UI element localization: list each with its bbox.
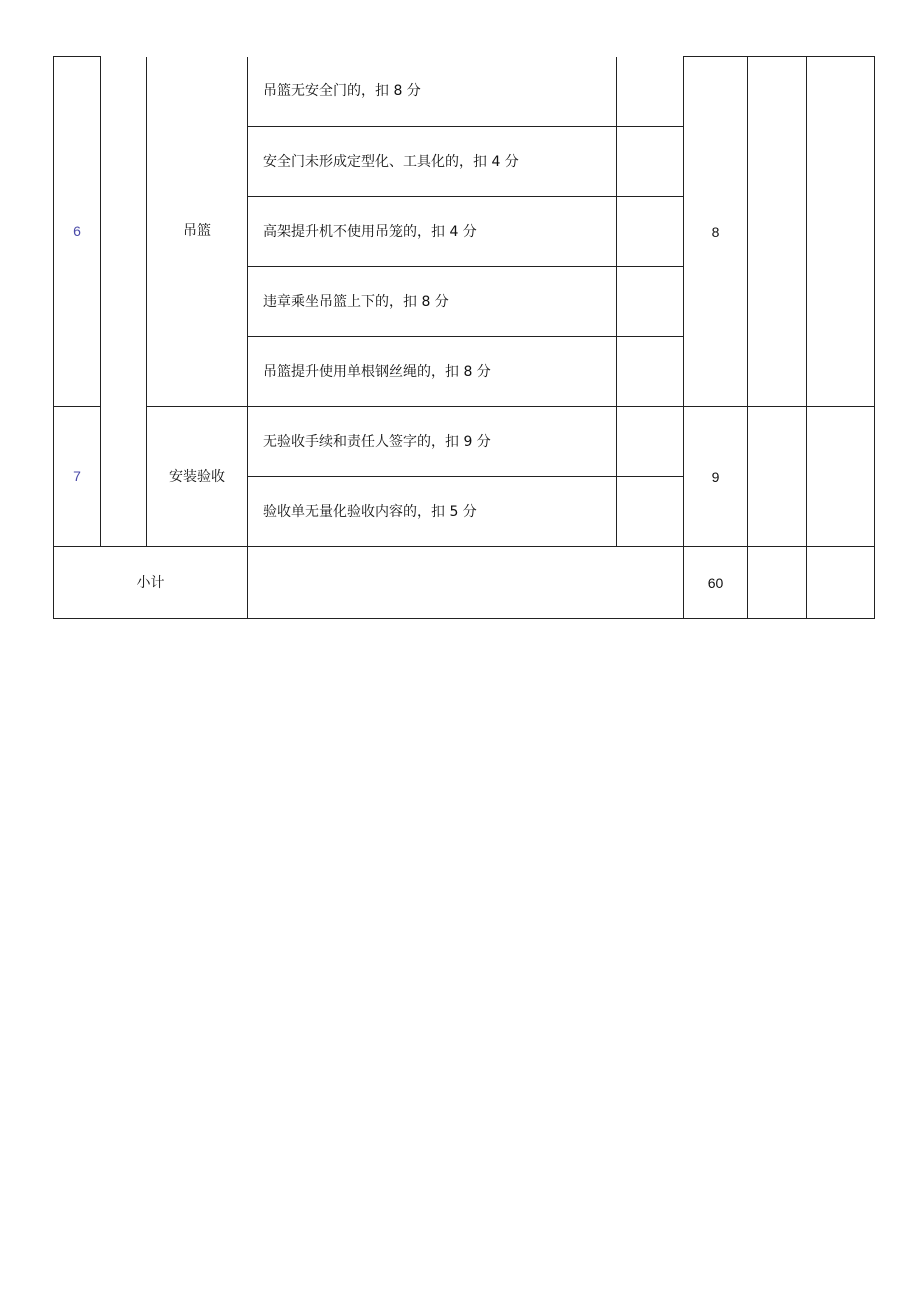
deduction-item: 高架提升机不使用吊笼的，扣 4 分 bbox=[248, 197, 617, 267]
actual-score-cell bbox=[807, 57, 875, 407]
table-row bbox=[54, 57, 875, 127]
deduction-cell bbox=[617, 337, 684, 407]
section-name: 安装验收 bbox=[147, 407, 248, 547]
actual-score-cell bbox=[807, 407, 875, 547]
subtotal-score: 60 bbox=[684, 547, 748, 619]
section-number: 7 bbox=[54, 407, 101, 547]
deduction-cell bbox=[617, 57, 684, 127]
subtotal-row bbox=[54, 547, 875, 619]
deduction-item: 吊篮无安全门的，扣 8 分 bbox=[248, 57, 617, 127]
inspection-sheet bbox=[53, 56, 875, 619]
deduction-item: 无验收手续和责任人签字的，扣 9 分 bbox=[248, 407, 617, 477]
subtotal-label: 小计 bbox=[54, 547, 248, 619]
table-row bbox=[54, 407, 875, 477]
deduction-cell bbox=[617, 407, 684, 477]
section-number: 6 bbox=[54, 57, 101, 407]
section-name: 吊篮 bbox=[147, 57, 248, 407]
deduction-cell bbox=[617, 127, 684, 197]
section-score: 9 bbox=[684, 407, 748, 547]
category-cell bbox=[101, 57, 147, 547]
subtotal-actual-cell bbox=[807, 547, 875, 619]
deduction-cell bbox=[617, 477, 684, 547]
inspection-table bbox=[53, 56, 875, 619]
subtotal-deducted-cell bbox=[748, 547, 807, 619]
subtotal-blank-cell bbox=[248, 547, 684, 619]
deduction-item: 安全门未形成定型化、工具化的，扣 4 分 bbox=[248, 127, 617, 197]
deduction-item: 违章乘坐吊篮上下的，扣 8 分 bbox=[248, 267, 617, 337]
deduction-cell bbox=[617, 197, 684, 267]
deduction-item: 验收单无量化验收内容的，扣 5 分 bbox=[248, 477, 617, 547]
deduction-cell bbox=[617, 267, 684, 337]
deducted-score-cell bbox=[748, 57, 807, 407]
deduction-item: 吊篮提升使用单根钢丝绳的，扣 8 分 bbox=[248, 337, 617, 407]
section-score: 8 bbox=[684, 57, 748, 407]
deducted-score-cell bbox=[748, 407, 807, 547]
